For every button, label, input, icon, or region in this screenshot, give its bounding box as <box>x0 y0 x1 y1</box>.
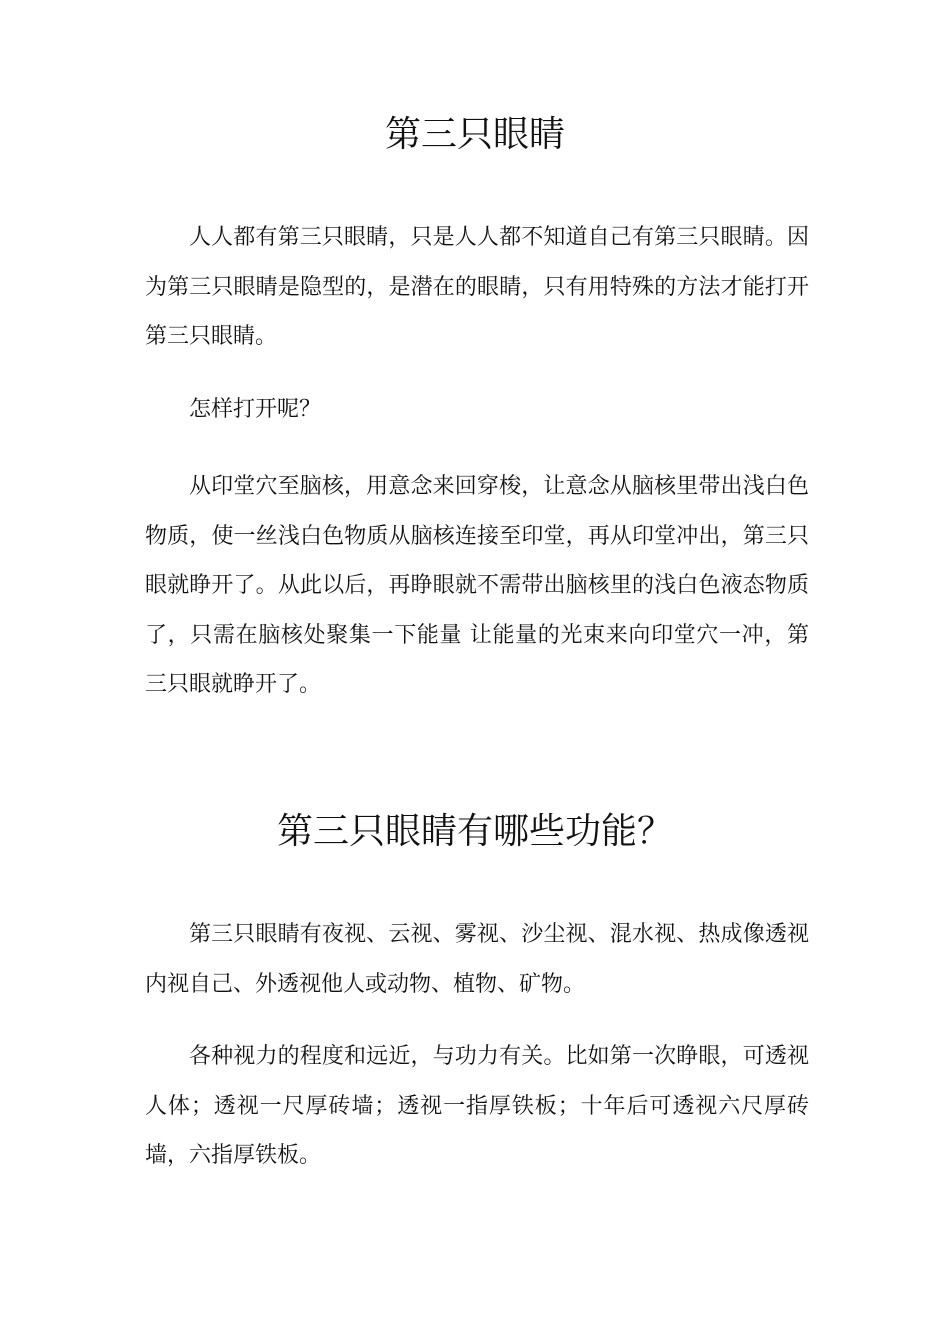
paragraph-2-2: 各种视力的程度和远近，与功力有关。比如第一次睁眼，可透视人体；透视一尺厚砖墙；透视一指厚铁板；十年后可透视六尺厚砖墙，六指厚铁板。 <box>145 1044 809 1168</box>
paragraph-2-1: 第三只眼睛有夜视、云视、雾视、沙尘视、混水视、热成像透视内视自己、外透视他人或动物、植物、矿物。 <box>145 922 809 997</box>
section-title-2: 第三只眼睛有哪些功能？ <box>276 811 673 852</box>
paragraph-1-1: 人人都有第三只眼睛，只是人人都不知道自己有第三只眼睛。因为第三只眼睛是隐型的，是潜在的眼睛，只有用特殊的方法才能打开第三只眼睛。 <box>145 225 809 349</box>
section-title-1: 第三只眼睛 <box>384 114 565 155</box>
paragraph-1-2: 怎样打开呢？ <box>189 397 322 422</box>
paragraph-1-3: 从印堂穴至脑核，用意念来回穿梭，让意念从脑核里带出浅白色物质，使一丝浅白色物质从脑核连接至印堂，再从印堂冲出，第三只眼就睁开了。从此以后，再睁眼就不需带出脑核里的浅白色液态物质了，只需在脑核处聚集一下能量 让能量的光束来向印堂穴一冲，第三只眼就睁开了。 <box>145 474 809 697</box>
